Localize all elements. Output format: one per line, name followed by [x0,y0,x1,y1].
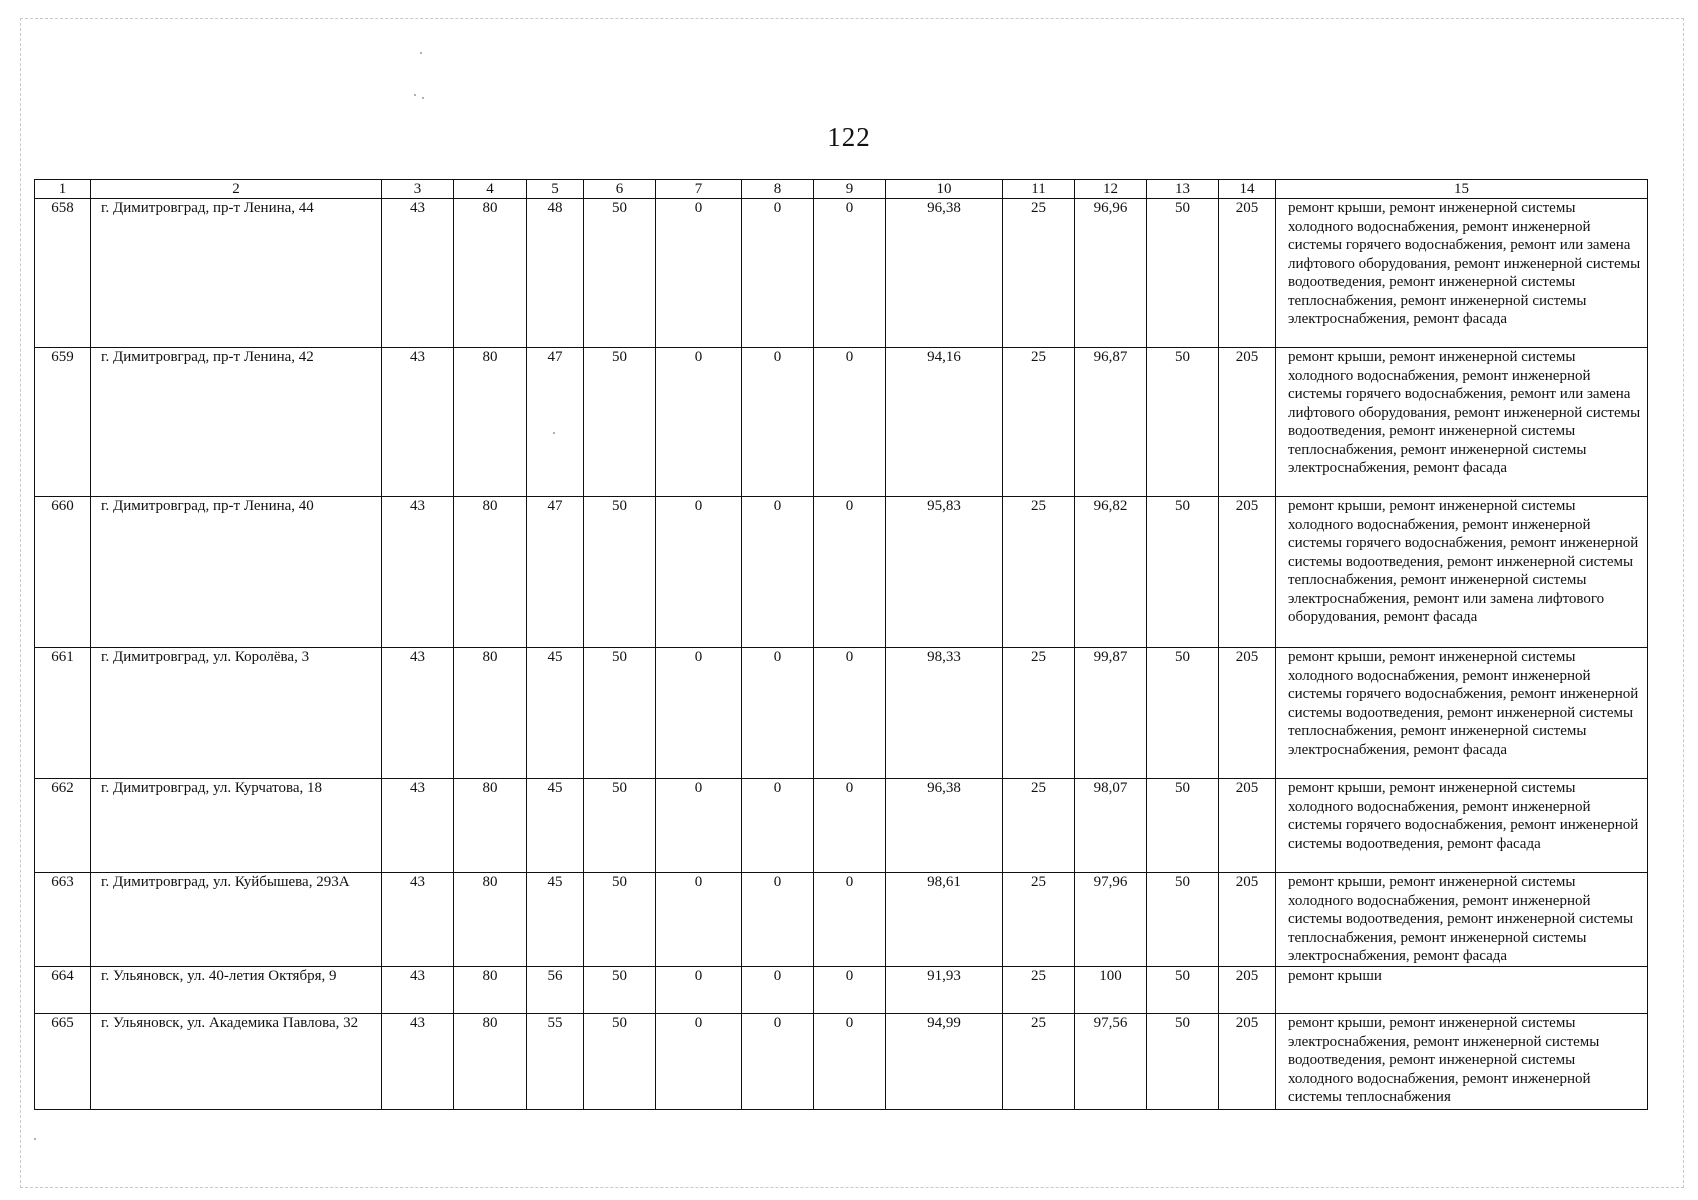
value-cell: 80 [454,873,527,967]
table-row [35,348,1648,497]
value-cell: 99,87 [1075,648,1147,779]
value-cell: 94,16 [886,348,1003,497]
address-cell: г. Димитровград, пр-т Ленина, 40 [91,497,382,648]
value-cell: 25 [1003,1014,1075,1110]
value-cell: 45 [527,648,584,779]
value-cell: 98,61 [886,873,1003,967]
value-cell: 43 [382,348,454,497]
value-cell: 80 [454,199,527,348]
row-number: 664 [35,967,91,1014]
value-cell: 0 [656,873,742,967]
repair-schedule-table [34,179,1648,1110]
value-cell: 50 [1147,779,1219,873]
value-cell: 48 [527,199,584,348]
value-cell: 98,07 [1075,779,1147,873]
address-cell: г. Ульяновск, ул. 40-летия Октября, 9 [91,967,382,1014]
value-cell: 205 [1219,779,1276,873]
value-cell: 0 [656,497,742,648]
value-cell: 0 [656,967,742,1014]
address-cell: г. Димитровград, пр-т Ленина, 42 [91,348,382,497]
value-cell: 50 [1147,873,1219,967]
row-number: 663 [35,873,91,967]
table-row [35,779,1648,873]
value-cell: 50 [584,497,656,648]
value-cell: 50 [584,1014,656,1110]
column-number-header: 12 [1075,180,1147,199]
table-row [35,497,1648,648]
row-number: 661 [35,648,91,779]
value-cell: 43 [382,199,454,348]
value-cell: 96,96 [1075,199,1147,348]
value-cell: 0 [814,1014,886,1110]
value-cell: 50 [584,199,656,348]
value-cell: 96,38 [886,779,1003,873]
value-cell: 43 [382,497,454,648]
column-number-header: 11 [1003,180,1075,199]
repair-works-cell: ремонт крыши, ремонт инженерной системы холодного водоснабжения, ремонт инженерной системы горячего водоснабжения, ремонт инженерной системы водоотведения, ремонт фасада [1276,779,1648,873]
value-cell: 205 [1219,348,1276,497]
value-cell: 0 [814,648,886,779]
scan-speck [420,52,422,54]
value-cell: 0 [656,779,742,873]
value-cell: 43 [382,648,454,779]
value-cell: 0 [814,873,886,967]
address-cell: г. Димитровград, ул. Курчатова, 18 [91,779,382,873]
address-cell: г. Димитровград, ул. Королёва, 3 [91,648,382,779]
repair-works-cell: ремонт крыши, ремонт инженерной системы холодного водоснабжения, ремонт инженерной системы горячего водоснабжения, ремонт или замена лифтового оборудования, ремонт инженерной системы водоотведения, ремонт инженерной системы теплоснабжения, ремонт инженерной системы электроснабжения, ремонт фасада [1276,199,1648,348]
value-cell: 94,99 [886,1014,1003,1110]
value-cell: 80 [454,497,527,648]
value-cell: 50 [1147,497,1219,648]
value-cell: 96,82 [1075,497,1147,648]
repair-works-cell: ремонт крыши, ремонт инженерной системы холодного водоснабжения, ремонт инженерной системы водоотведения, ремонт инженерной системы теплоснабжения, ремонт инженерной системы электроснабжения, ремонт фасада [1276,873,1648,967]
value-cell: 50 [1147,967,1219,1014]
value-cell: 205 [1219,648,1276,779]
value-cell: 25 [1003,873,1075,967]
value-cell: 56 [527,967,584,1014]
value-cell: 50 [1147,648,1219,779]
value-cell: 0 [656,199,742,348]
scan-speck [34,1138,36,1140]
column-number-header: 13 [1147,180,1219,199]
table-row [35,648,1648,779]
value-cell: 205 [1219,497,1276,648]
repair-works-cell: ремонт крыши, ремонт инженерной системы электроснабжения, ремонт инженерной системы водоотведения, ремонт инженерной системы холодного водоснабжения, ремонт инженерной системы теплоснабжения [1276,1014,1648,1110]
value-cell: 0 [742,199,814,348]
column-number-header: 7 [656,180,742,199]
value-cell: 50 [584,779,656,873]
value-cell: 50 [1147,348,1219,497]
value-cell: 25 [1003,648,1075,779]
value-cell: 25 [1003,199,1075,348]
value-cell: 0 [742,497,814,648]
column-number-header: 8 [742,180,814,199]
value-cell: 0 [742,967,814,1014]
scan-speck [414,94,416,96]
value-cell: 47 [527,348,584,497]
value-cell: 43 [382,1014,454,1110]
value-cell: 205 [1219,1014,1276,1110]
table-row [35,967,1648,1014]
column-number-header: 10 [886,180,1003,199]
value-cell: 0 [814,199,886,348]
value-cell: 43 [382,779,454,873]
value-cell: 50 [584,967,656,1014]
table-row [35,873,1648,967]
column-number-header: 4 [454,180,527,199]
value-cell: 50 [584,873,656,967]
value-cell: 0 [742,779,814,873]
column-number-header: 3 [382,180,454,199]
column-number-header: 15 [1276,180,1648,199]
scan-speck [422,97,424,99]
value-cell: 205 [1219,199,1276,348]
value-cell: 45 [527,779,584,873]
column-number-header: 5 [527,180,584,199]
value-cell: 0 [656,1014,742,1110]
column-number-header: 9 [814,180,886,199]
value-cell: 25 [1003,779,1075,873]
row-number: 660 [35,497,91,648]
value-cell: 80 [454,1014,527,1110]
value-cell: 0 [814,779,886,873]
value-cell: 50 [584,648,656,779]
value-cell: 47 [527,497,584,648]
value-cell: 0 [814,348,886,497]
repair-works-cell: ремонт крыши, ремонт инженерной системы холодного водоснабжения, ремонт инженерной системы горячего водоснабжения, ремонт инженерной системы водоотведения, ремонт инженерной системы теплоснабжения, ремонт инженерной системы электроснабжения, ремонт или замена лифтового оборудования, ремонт фасада [1276,497,1648,648]
value-cell: 0 [814,967,886,1014]
value-cell: 0 [656,648,742,779]
row-number: 658 [35,199,91,348]
value-cell: 45 [527,873,584,967]
value-cell: 205 [1219,967,1276,1014]
column-number-header: 6 [584,180,656,199]
value-cell: 0 [742,648,814,779]
value-cell: 25 [1003,348,1075,497]
value-cell: 50 [1147,1014,1219,1110]
row-number: 662 [35,779,91,873]
value-cell: 25 [1003,497,1075,648]
value-cell: 97,56 [1075,1014,1147,1110]
value-cell: 205 [1219,873,1276,967]
column-number-header-row [35,180,1648,199]
value-cell: 96,38 [886,199,1003,348]
value-cell: 55 [527,1014,584,1110]
value-cell: 91,93 [886,967,1003,1014]
value-cell: 97,96 [1075,873,1147,967]
value-cell: 43 [382,873,454,967]
table-row [35,199,1648,348]
repair-works-cell: ремонт крыши [1276,967,1648,1014]
value-cell: 0 [814,497,886,648]
value-cell: 0 [656,348,742,497]
value-cell: 43 [382,967,454,1014]
column-number-header: 14 [1219,180,1276,199]
address-cell: г. Димитровград, пр-т Ленина, 44 [91,199,382,348]
address-cell: г. Димитровград, ул. Куйбышева, 293А [91,873,382,967]
value-cell: 80 [454,779,527,873]
value-cell: 0 [742,1014,814,1110]
value-cell: 0 [742,348,814,497]
value-cell: 0 [742,873,814,967]
page-number: 122 [827,122,871,152]
value-cell: 25 [1003,967,1075,1014]
value-cell: 80 [454,648,527,779]
row-number: 659 [35,348,91,497]
value-cell: 95,83 [886,497,1003,648]
value-cell: 96,87 [1075,348,1147,497]
row-number: 665 [35,1014,91,1110]
value-cell: 80 [454,348,527,497]
column-number-header: 1 [35,180,91,199]
scan-speck [553,432,555,434]
address-cell: г. Ульяновск, ул. Академика Павлова, 32 [91,1014,382,1110]
value-cell: 50 [1147,199,1219,348]
table-row [35,1014,1648,1110]
value-cell: 50 [584,348,656,497]
column-number-header: 2 [91,180,382,199]
value-cell: 80 [454,967,527,1014]
repair-works-cell: ремонт крыши, ремонт инженерной системы холодного водоснабжения, ремонт инженерной системы горячего водоснабжения, ремонт инженерной системы водоотведения, ремонт инженерной системы теплоснабжения, ремонт инженерной системы электроснабжения, ремонт фасада [1276,648,1648,779]
value-cell: 100 [1075,967,1147,1014]
repair-works-cell: ремонт крыши, ремонт инженерной системы холодного водоснабжения, ремонт инженерной системы горячего водоснабжения, ремонт или замена лифтового оборудования, ремонт инженерной системы водоотведения, ремонт инженерной системы теплоснабжения, ремонт инженерной системы электроснабжения, ремонт фасада [1276,348,1648,497]
value-cell: 98,33 [886,648,1003,779]
